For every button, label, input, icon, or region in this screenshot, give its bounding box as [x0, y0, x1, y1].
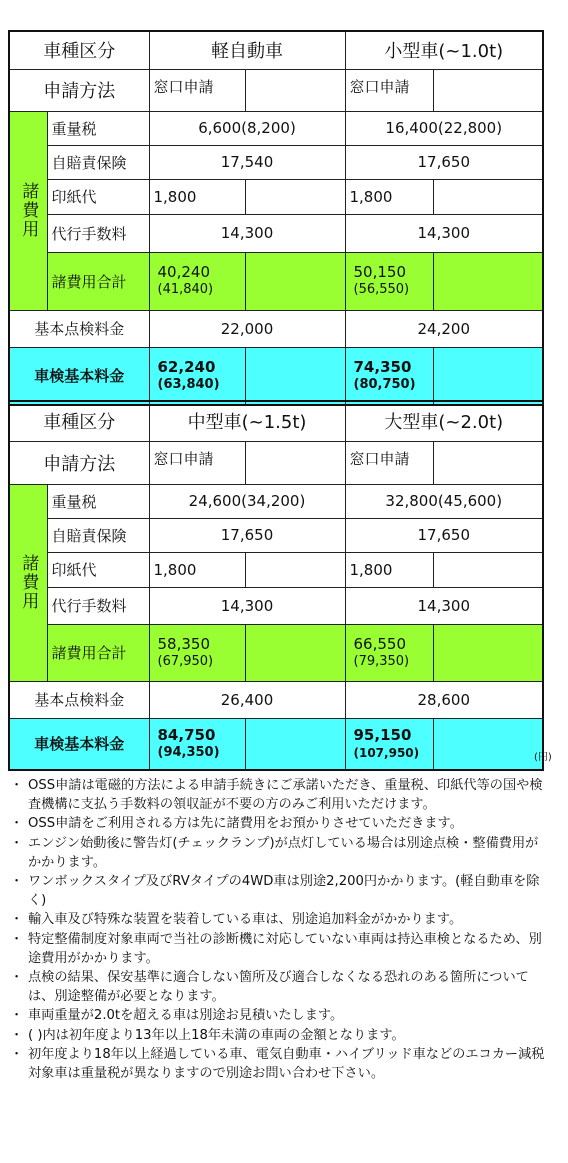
vehicle-class-kei: 軽自動車: [149, 31, 345, 69]
row-label: 印紙代: [47, 179, 149, 214]
bullet: ・: [10, 931, 24, 947]
subtotal-value: 50,150 (56,550): [345, 252, 433, 310]
method-value: 窓口申請: [150, 70, 246, 111]
bullet: ・: [10, 874, 24, 890]
note-item: ・ 点検の結果、保安基準に適合しない箇所及び適合しなくなる恐れのある箇所については、別途整備が必要となります。: [10, 970, 529, 1005]
insurance-value: 17,650: [345, 145, 543, 179]
method-value: 窓口申請: [346, 70, 434, 111]
fees-group-label: 諸費用: [9, 111, 47, 310]
bullet: ・: [10, 970, 24, 986]
subtotal-label: 諸費用合計: [47, 624, 149, 681]
bullet: ・: [10, 1008, 24, 1024]
agency-fee-value: 14,300: [149, 587, 345, 624]
subtotal-value: 40,240 (41,840): [149, 252, 245, 310]
subtotal-value: 66,550 (79,350): [345, 624, 433, 681]
bullet: ・: [10, 1027, 24, 1043]
inspection-fee-value: 28,600: [345, 681, 543, 718]
total-fee-label: 車検基本料金: [9, 347, 149, 405]
row-label: 自賠責保険: [47, 518, 149, 552]
total-fee-value: 74,350 (80,750): [345, 347, 433, 405]
inspection-fee-label: 基本点検料金: [9, 681, 149, 718]
bullet: ・: [10, 912, 24, 928]
insurance-value: 17,650: [345, 518, 543, 552]
application-method-label: 申請方法: [9, 69, 149, 111]
subtotal-label: 諸費用合計: [47, 252, 149, 310]
inspection-fee-value: 26,400: [149, 681, 345, 718]
row-label: 代行手数料: [47, 214, 149, 252]
total-fee-value: 62,240 (63,840): [149, 347, 245, 405]
vehicle-class-medium: 中型車(~1.5t): [149, 401, 345, 441]
fee-table-2: [8, 400, 544, 771]
note-item: ・ 輸入車及び特殊な装置を装着している車は、別途追加料金がかかります。: [8, 910, 548, 929]
weight-tax-value: 6,600(8,200): [149, 111, 345, 145]
notes-list: [8, 776, 548, 1083]
weight-tax-value: 32,800(45,600): [345, 484, 543, 518]
bullet: ・: [10, 816, 24, 832]
note-item: ・ 初年度より18年以上経過している車、電気自動車・ハイブリッド車などのエコカー減税対象車は重量税が異なりますので別途お問い合わせ下さい。: [10, 1046, 545, 1082]
agency-fee-value: 14,300: [149, 214, 345, 252]
bullet: ・: [10, 778, 24, 793]
note-item: ・ ワンボックスタイプ及びRVタイプの4WD車は別途2,200円かかります。(軽自動車を除く): [10, 874, 540, 909]
bullet: ・: [10, 1046, 24, 1062]
total-fee-value: 95,150 (107,950): [345, 718, 433, 770]
application-method-label: 申請方法: [9, 441, 149, 484]
vehicle-class-label: 車種区分: [9, 401, 149, 441]
method-value: 窓口申請: [346, 442, 434, 484]
subtotal-value: 58,350 (67,950): [149, 624, 245, 681]
row-label: 自賠責保険: [47, 145, 149, 179]
fees-group-label: 諸費用: [9, 484, 47, 681]
vehicle-class-small: 小型車(~1.0t): [345, 31, 543, 69]
currency-unit-label: (円): [534, 752, 552, 763]
row-label: 代行手数料: [47, 587, 149, 624]
weight-tax-value: 16,400(22,800): [345, 111, 543, 145]
stamp-value: 1,800: [149, 179, 245, 214]
stamp-value: 1,800: [345, 179, 433, 214]
vehicle-class-label: 車種区分: [9, 31, 149, 69]
note-item: ・ 車両重量が2.0tを超える車は別途お見積いたします。: [8, 1006, 548, 1025]
weight-tax-value: 24,600(34,200): [149, 484, 345, 518]
note-item: ・ 特定整備制度対象車両で当社の診断機に対応していない車両は持込車検となるため、別途費用がかかります。: [10, 931, 542, 966]
row-label: 重量税: [47, 484, 149, 518]
inspection-fee-value: 24,200: [345, 310, 543, 347]
inspection-fee-value: 22,000: [149, 310, 345, 347]
row-label: 印紙代: [47, 552, 149, 587]
agency-fee-value: 14,300: [345, 214, 543, 252]
total-fee-label: 車検基本料金: [9, 718, 149, 770]
fee-table-1: [8, 30, 544, 406]
insurance-value: 17,650: [149, 518, 345, 552]
note-item: ・ OSS申請は電磁的方法による申請手続きにご承諾いただき、重量税、印紙代等の国や検査機構に支払う手数料の領収証が不要の方のみご利用いただけます。: [10, 778, 543, 813]
note-item: ・ OSS申請をご利用される方は先に諸費用をお預かりさせていただきます。: [8, 814, 548, 833]
insurance-value: 17,540: [149, 145, 345, 179]
note-item: ・ ( )内は初年度より13年以上18年未満の車両の金額となります。: [8, 1026, 548, 1045]
method-value: 窓口申請: [150, 442, 246, 484]
agency-fee-value: 14,300: [345, 587, 543, 624]
stamp-value: 1,800: [345, 552, 433, 587]
inspection-fee-label: 基本点検料金: [9, 310, 149, 347]
note-item: ・ エンジン始動後に警告灯(チェックランプ)が点灯している場合は別途点検・整備費用がかかります。: [10, 835, 539, 870]
vehicle-class-large: 大型車(~2.0t): [345, 401, 543, 441]
row-label: 重量税: [47, 111, 149, 145]
stamp-value: 1,800: [149, 552, 245, 587]
bullet: ・: [10, 835, 24, 851]
total-fee-value: 84,750 (94,350): [149, 718, 245, 770]
